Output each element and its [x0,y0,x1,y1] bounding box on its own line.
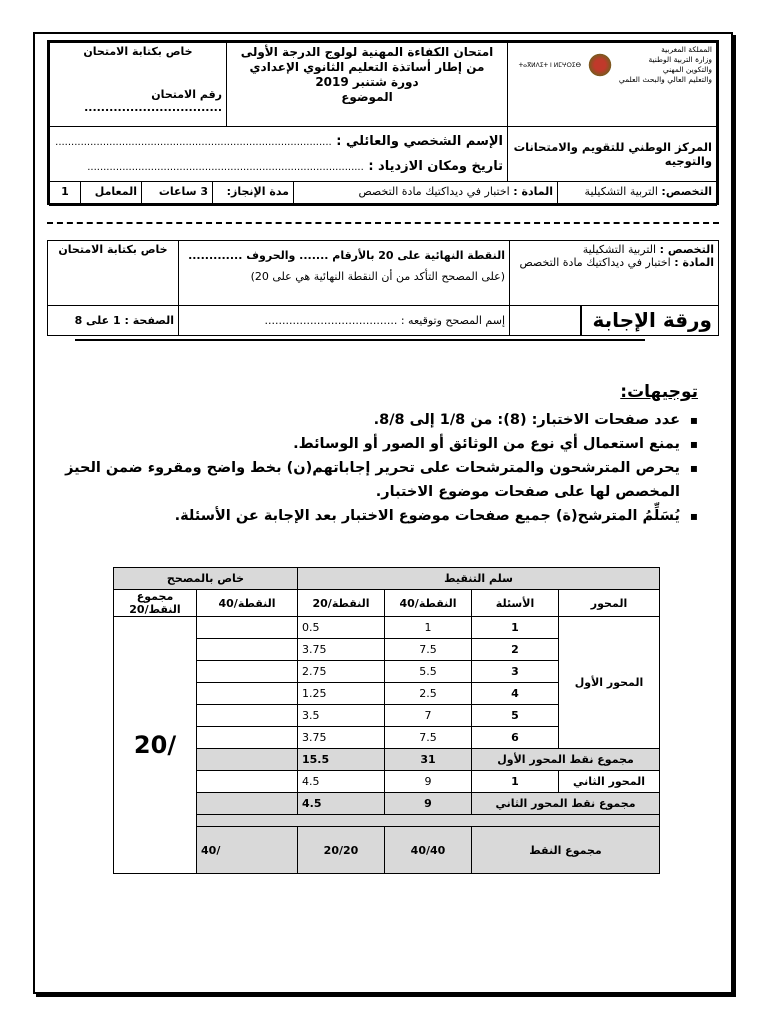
score40: 7.5 [385,639,472,661]
exam-title-line: امتحان الكفاءة المهنية لولوج الدرجة الأولى [240,45,494,59]
final-grade-line[interactable]: النقطة النهائية على 20 بالأرقام ....... والحروف ............. [188,249,505,262]
answer-subject-value: اختبار في ديداكتيك مادة التخصص [519,256,671,269]
corrector-score-cell[interactable] [197,727,298,749]
ministry-line: المملكة المغربية [661,45,712,54]
score40: 7 [385,705,472,727]
answer-sheet-header [47,240,719,336]
final-total-box[interactable]: /20 [114,617,197,874]
corrector-score-cell[interactable] [197,639,298,661]
axis2-total20: 4.5 [298,793,385,815]
duration-value: 3 ساعات [142,182,213,205]
answer-specialty-block [510,241,719,306]
question-number: 2 [472,639,559,661]
question-number: 1 [472,771,559,793]
subject-value: اختبار في ديداكتيك مادة التخصص [358,185,510,198]
axis2-total-label: مجموع نقط المحور الثاني [472,793,660,815]
header-questions: الأسئلة [472,590,559,617]
exam-title-line: من إطار أساتذة التعليم الثانوي الإعدادي [249,60,485,74]
duration-label: مدة الإنجاز: [213,182,294,205]
question-number: 1 [472,617,559,639]
answer-subject-label: المادة : [674,256,714,269]
score40: 7.5 [385,727,472,749]
axis1-total20: 15.5 [298,749,385,771]
coat-of-arms-icon [587,52,613,78]
score20: 0.5 [298,617,385,639]
score20: 3.75 [298,639,385,661]
grand-total40: 40/40 [385,827,472,874]
specialty-value: التربية التشكيلية [584,185,658,198]
coefficient-value: 1 [61,185,69,198]
corrector-score-cell[interactable] [197,683,298,705]
header-score40: النقطة/40 [385,590,472,617]
instructions [58,380,698,528]
corrector-total[interactable]: /40 [197,827,298,874]
corrector-score-cell[interactable] [197,661,298,683]
instructions-title: توجيهات: [620,382,698,402]
score40: 9 [385,771,472,793]
specialty-label: التخصص: [661,185,712,198]
corrector-note: (على المصحح التأكد من أن النقطة النهائية هي على 20) [250,270,505,283]
final-grade-block [179,241,510,306]
ministry-latin: ⵜⴰⴳⵍⴷⵉⵜ ⵏ ⵍⵎⵖⵔⵉⴱ [518,61,581,69]
divider [75,339,645,341]
subject-label: المادة : [513,185,553,198]
center-name: المركز الوطني للتقويم والامتحانات والتوجيه [508,127,717,182]
grand-total20: 20/20 [298,827,385,874]
score20: 3.75 [298,727,385,749]
header-axis: المحور [559,590,660,617]
name-label: الإسم الشخصي والعائلي : [336,134,503,149]
axis1-total40: 31 [385,749,472,771]
axis1-total-label: مجموع نقط المحور الأول [472,749,660,771]
question-number: 5 [472,705,559,727]
corrector-sign-label: إسم المصحح وتوقيعه : [400,313,505,327]
exam-title-block [227,43,508,127]
header-score20: النقطة/20 [298,590,385,617]
instruction-item: ▪ عدد صفحات الاختبار: (8): من 1/8 إلى 8/8. [58,408,680,432]
cut-line [47,222,719,224]
score20: 1.25 [298,683,385,705]
answer-specialty-label: التخصص : [659,243,714,256]
scale-title: سلم التنقيط [298,568,660,590]
exam-number-label: رقم الامتحان [151,88,222,101]
corrector-sign-field[interactable]: ...................................... [264,313,398,327]
page-label: الصفحة : 1 على 8 [48,305,179,335]
birth-field[interactable]: ....................................................................................... [87,162,364,173]
instruction-item: ▪ يحرص المترشحون والمترشحات على تحرير إجاباتهم(ن) بخط واضح ومقروء ضمن الحيز المخصص لها على صفحات موضوع الاختبار. [58,456,680,504]
instruction-item: ▪ يُسَلِّمُ المترشح(ة) جميع صفحات موضوع الاختبار بعد الإجابة عن الأسئلة. [58,504,680,528]
exam-number-field[interactable]: ................................. [84,101,222,114]
question-number: 3 [472,661,559,683]
header-total20: مجموع النقط/20 [114,590,197,617]
corrector-score-cell[interactable] [197,617,298,639]
ministry-line: والتكوين المهني [662,65,712,74]
exam-office-block [50,43,227,127]
birth-label: تاريخ ومكان الازدياد : [368,159,503,174]
grand-total-label: مجموع النقط [472,827,660,874]
header-corr40: النقطة/40 [197,590,298,617]
score20: 2.75 [298,661,385,683]
exam-header [47,40,719,205]
score40: 2.5 [385,683,472,705]
corrector-score-cell[interactable] [197,793,298,815]
corrector-score-cell[interactable] [197,749,298,771]
corrector-title: خاص بالمصحح [114,568,298,590]
question-number: 6 [472,727,559,749]
answer-special-writing: خاص بكتابة الامتحان [48,241,179,306]
score40: 5.5 [385,661,472,683]
ministry-line: وزارة التربية الوطنية [648,55,712,64]
axis2-label: المحور الثاني [559,771,660,793]
axis2-total40: 9 [385,793,472,815]
special-writing-label: خاص بكتابة الامتحان [83,45,193,58]
corrector-score-cell[interactable] [197,771,298,793]
score40: 1 [385,617,472,639]
axis1-label: المحور الأول [559,617,660,749]
name-field[interactable]: ....................................................................................... [55,137,332,148]
score20: 3.5 [298,705,385,727]
corrector-score-cell[interactable] [197,705,298,727]
exam-title-line: الموضوع [341,90,393,104]
coefficient-label: المعامل [81,182,142,205]
ministry-block [508,43,717,127]
instruction-item: ▪ يمنع استعمال أي نوع من الوثائق أو الصور أو الوسائط. [58,432,680,456]
exam-title-line: دورة شتنبر 2019 [315,75,419,89]
answer-sheet-title: ورقة الإجابة [580,306,718,335]
grading-table [113,567,660,874]
ministry-line: والتعليم العالي والبحث العلمي [618,75,712,84]
score20: 4.5 [298,771,385,793]
answer-specialty-value: التربية التشكيلية [582,243,657,256]
question-number: 4 [472,683,559,705]
